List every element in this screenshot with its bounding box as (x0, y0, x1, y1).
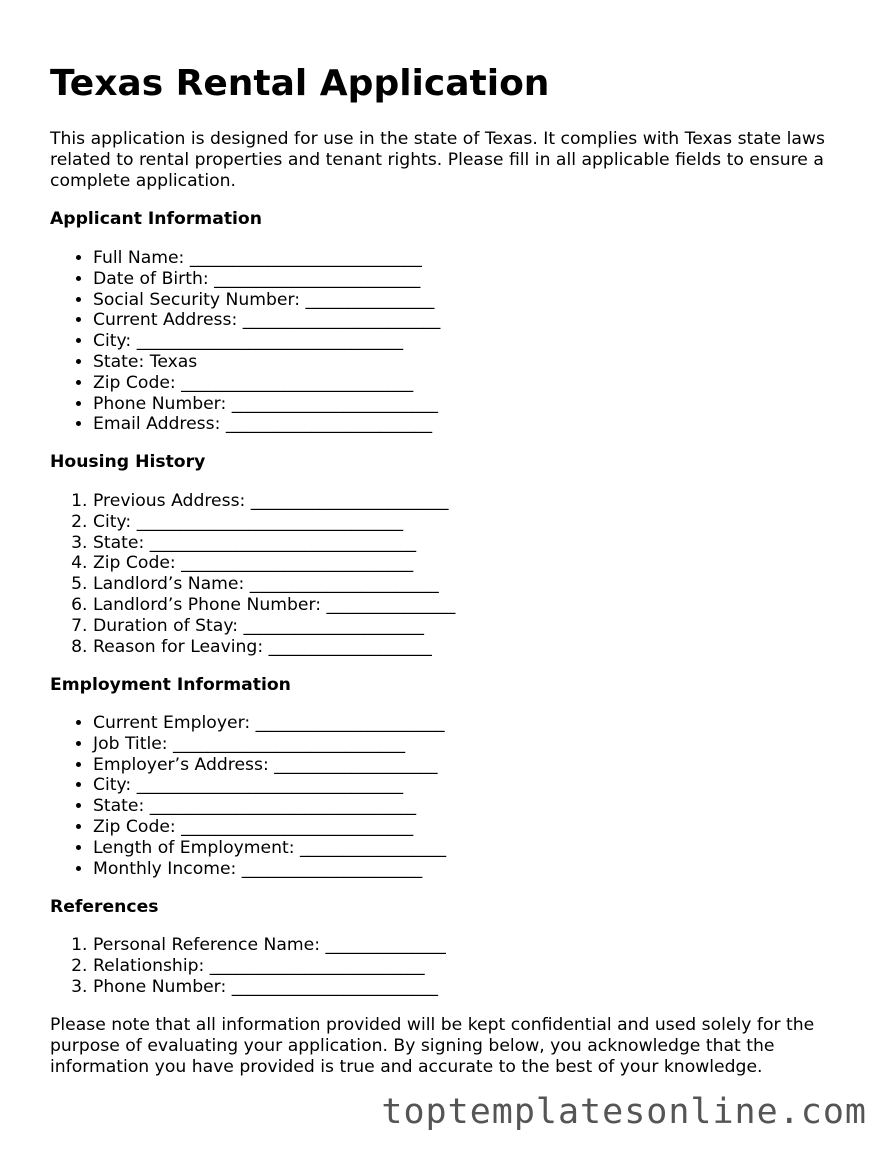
field-full-name: • Full Name: ___________________________ (93, 248, 440, 269)
field-zip-code: • Zip Code: ___________________________ (93, 373, 440, 394)
closing-paragraph: Please note that all information provided will be kept confidential and used solely for the purpose of evaluating your application. By signing below, you acknowledge that the information you have provided is true and accurate to the best of your knowledge. (50, 1015, 815, 1077)
field-city: • City: _______________________________ (93, 331, 440, 352)
field-current-employer: • Current Employer: ______________________ (93, 713, 446, 734)
references-list (50, 935, 446, 997)
field-previous-state: 3. State: _______________________________ (93, 533, 455, 554)
field-phone-number: • Phone Number: ________________________ (93, 394, 440, 415)
field-landlord-name: 5. Landlord’s Name: ______________________ (93, 574, 455, 595)
field-previous-city: 2. City: _______________________________ (93, 512, 455, 533)
field-social-security-number: • Social Security Number: _______________ (93, 290, 440, 311)
field-current-address: • Current Address: _______________________ (93, 310, 440, 331)
references-heading: References (50, 897, 159, 917)
field-employer-address: • Employer’s Address: ___________________ (93, 755, 446, 776)
employment-information-list (50, 713, 446, 879)
field-date-of-birth: • Date of Birth: ________________________ (93, 269, 440, 290)
intro-paragraph: This application is designed for use in the state of Texas. It complies with Texas state laws related to rental properties and tenant rights. Please fill in all applicable fields to ensure a complete application. (50, 129, 825, 191)
field-relationship: 2. Relationship: _________________________ (93, 956, 446, 977)
field-employer-state: • State: _______________________________ (93, 796, 446, 817)
field-landlord-phone: 6. Landlord’s Phone Number: _______________ (93, 595, 455, 616)
field-reason-for-leaving: 8. Reason for Leaving: ___________________ (93, 637, 455, 658)
page-title: Texas Rental Application (50, 63, 550, 104)
field-previous-zip-code: 4. Zip Code: ___________________________ (93, 553, 455, 574)
field-personal-reference-name: 1. Personal Reference Name: ______________ (93, 935, 446, 956)
housing-history-heading: Housing History (50, 452, 206, 472)
field-previous-address: 1. Previous Address: _______________________ (93, 491, 455, 512)
field-monthly-income: • Monthly Income: _____________________ (93, 859, 446, 880)
employment-information-heading: Employment Information (50, 675, 291, 695)
applicant-information-heading: Applicant Information (50, 209, 262, 229)
field-employer-city: • City: _______________________________ (93, 775, 446, 796)
field-job-title: • Job Title: ___________________________ (93, 734, 446, 755)
field-length-of-employment: • Length of Employment: _________________ (93, 838, 446, 859)
field-email-address: • Email Address: ________________________ (93, 414, 440, 435)
applicant-information-list (50, 248, 440, 435)
housing-history-list (50, 491, 455, 657)
watermark: toptemplatesonline.com (381, 1092, 867, 1132)
field-state: • State: Texas (93, 352, 440, 373)
field-duration-of-stay: 7. Duration of Stay: _____________________ (93, 616, 455, 637)
field-reference-phone-number: 3. Phone Number: ________________________ (93, 977, 446, 998)
field-employer-zip-code: • Zip Code: ___________________________ (93, 817, 446, 838)
